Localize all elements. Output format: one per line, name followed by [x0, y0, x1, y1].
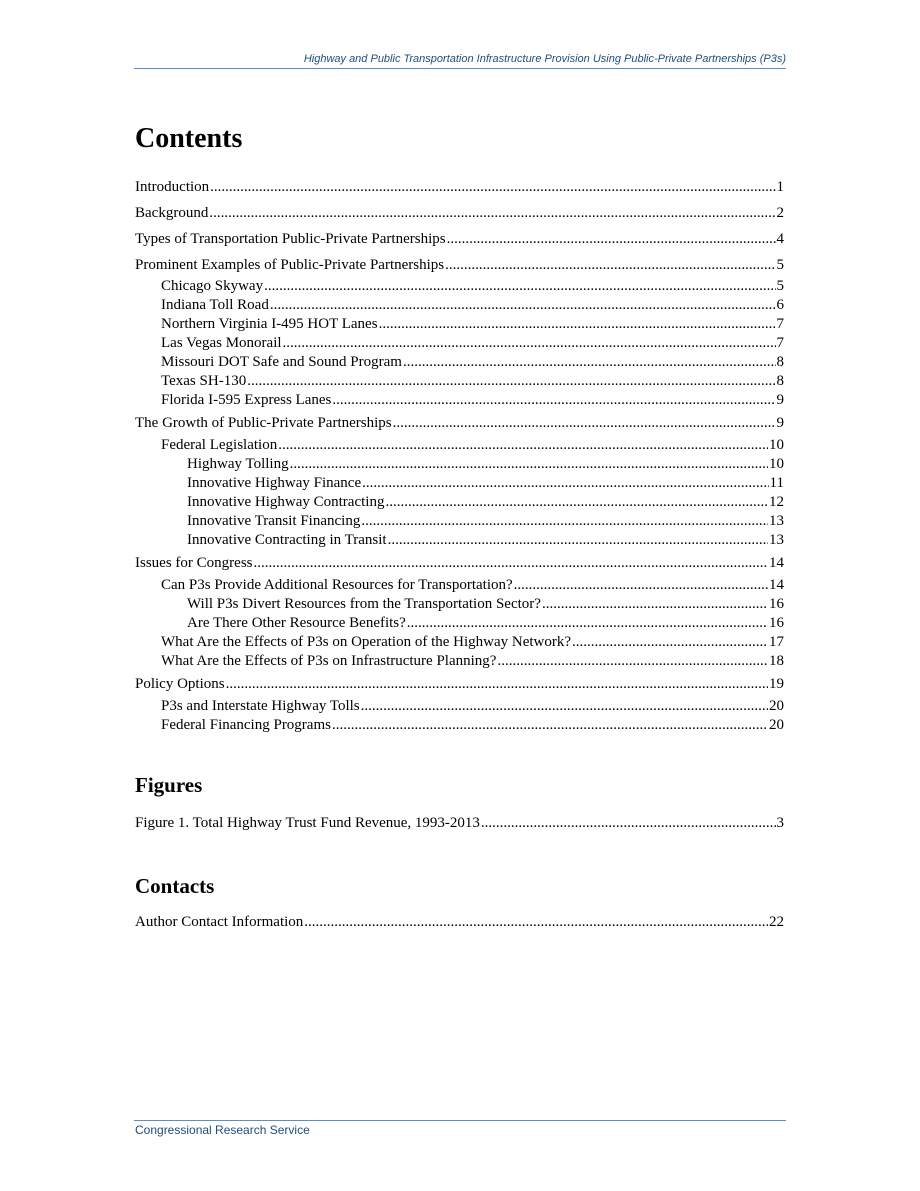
toc-entry[interactable] [135, 413, 784, 433]
toc-entry-title: Indiana Toll Road [161, 297, 269, 313]
toc-leader [247, 371, 775, 391]
toc-entry-title: Will P3s Divert Resources from the Transportation Sector? [187, 596, 541, 612]
toc-page-number: 19 [769, 676, 784, 692]
toc-entry[interactable] [187, 492, 784, 512]
contents-heading: Contents [135, 123, 243, 154]
toc-entry[interactable] [161, 651, 784, 671]
toc-entry-title: What Are the Effects of P3s on Infrastructure Planning? [161, 653, 497, 669]
toc-page-number: 18 [769, 653, 784, 669]
toc-entry-title: Policy Options [135, 676, 225, 692]
toc-entry-title: Prominent Examples of Public-Private Partnerships [135, 257, 445, 273]
toc-page-number: 16 [769, 596, 784, 612]
toc-entry-title: Federal Financing Programs [161, 717, 331, 733]
toc-leader [481, 813, 776, 833]
toc-entry-title: Can P3s Provide Additional Resources for Transportation? [161, 577, 513, 593]
toc-entry[interactable] [161, 575, 784, 595]
toc-entry[interactable] [161, 371, 784, 391]
toc-page-number: 22 [769, 914, 784, 930]
toc-leader [332, 715, 768, 735]
toc-entry[interactable] [161, 390, 784, 410]
toc-page-number: 9 [776, 415, 784, 431]
toc-page-number: 17 [769, 634, 784, 650]
toc-entry[interactable] [135, 177, 784, 197]
toc-entry-title: Chicago Skyway [161, 278, 264, 294]
toc-entry[interactable] [135, 674, 784, 694]
toc-leader [270, 295, 776, 315]
toc-page-number: 5 [776, 257, 784, 273]
toc-entry-title: Innovative Transit Financing [187, 513, 361, 529]
toc-page-number: 20 [769, 698, 784, 714]
toc-leader [210, 177, 775, 197]
toc-page-number: 20 [769, 717, 784, 733]
toc-leader [264, 276, 775, 296]
toc-entry-title: P3s and Interstate Highway Tolls [161, 698, 360, 714]
toc-page-number: 7 [776, 316, 784, 332]
header-rule [134, 68, 786, 69]
toc-leader [572, 632, 768, 652]
toc-entry[interactable] [161, 632, 784, 652]
toc-leader [290, 454, 768, 474]
toc-entry-title: Northern Virginia I-495 HOT Lanes [161, 316, 378, 332]
toc-page-number: 6 [776, 297, 784, 313]
toc-page-number: 9 [776, 392, 784, 408]
toc-page-number: 3 [776, 815, 784, 831]
toc-leader [385, 492, 768, 512]
toc-page-number: 13 [769, 532, 784, 548]
toc-page-number: 16 [769, 615, 784, 631]
toc-entry-title: Innovative Contracting in Transit [187, 532, 387, 548]
toc-entry[interactable] [187, 473, 784, 493]
toc-leader [362, 473, 768, 493]
toc-entry[interactable] [135, 813, 784, 833]
toc-leader [278, 435, 768, 455]
toc-entry-title: Innovative Highway Contracting [187, 494, 385, 510]
toc-entry[interactable] [161, 696, 784, 716]
toc-entry[interactable] [187, 613, 784, 633]
toc-entry[interactable] [135, 229, 784, 249]
toc-entry-title: The Growth of Public-Private Partnerships [135, 415, 392, 431]
toc-leader [407, 613, 768, 633]
toc-leader [379, 314, 776, 334]
figures-heading: Figures [135, 773, 203, 797]
toc-entry-title: Issues for Congress [135, 555, 253, 571]
toc-entry[interactable] [161, 333, 784, 353]
toc-entry-title: Are There Other Resource Benefits? [187, 615, 406, 631]
toc-leader [393, 413, 776, 433]
toc-page-number: 8 [776, 354, 784, 370]
toc-entry-title: Missouri DOT Safe and Sound Program [161, 354, 402, 370]
toc-entry[interactable] [187, 454, 784, 474]
toc-leader [332, 390, 775, 410]
toc-entry[interactable] [135, 912, 784, 932]
footer-rule [134, 1120, 786, 1121]
running-header: Highway and Public Transportation Infrastructure Provision Using Public-Private Partnerships (P3s) [303, 53, 786, 65]
toc-page-number: 4 [776, 231, 784, 247]
toc-entry-title: What Are the Effects of P3s on Operation of the Highway Network? [161, 634, 572, 650]
toc-leader [497, 651, 768, 671]
toc-entry[interactable] [187, 594, 784, 614]
toc-leader [361, 511, 768, 531]
toc-page-number: 10 [769, 456, 784, 472]
toc-leader [403, 352, 776, 372]
toc-entry[interactable] [161, 435, 784, 455]
toc-entry-title: Background [135, 205, 209, 221]
toc-page-number: 13 [769, 513, 784, 529]
toc-entry-title: Las Vegas Monorail [161, 335, 282, 351]
toc-page-number: 10 [769, 437, 784, 453]
toc-entry[interactable] [161, 352, 784, 372]
toc-leader [447, 229, 776, 249]
toc-entry[interactable] [161, 715, 784, 735]
toc-page-number: 7 [776, 335, 784, 351]
toc-entry-title: Innovative Highway Finance [187, 475, 362, 491]
toc-leader [283, 333, 776, 353]
toc-entry[interactable] [161, 276, 784, 296]
toc-entry-title: Highway Tolling [187, 456, 289, 472]
toc-entry[interactable] [161, 314, 784, 334]
toc-page-number: 2 [776, 205, 784, 221]
toc-page-number: 1 [776, 179, 784, 195]
toc-page-number: 5 [776, 278, 784, 294]
toc-leader [304, 912, 768, 932]
toc-entry-title: Florida I-595 Express Lanes [161, 392, 332, 408]
toc-leader [361, 696, 768, 716]
toc-leader [445, 255, 775, 275]
toc-leader [542, 594, 768, 614]
toc-page-number: 12 [769, 494, 784, 510]
toc-entry[interactable] [187, 530, 784, 550]
toc-entry-title: Figure 1. Total Highway Trust Fund Revenue, 1993-2013 [135, 815, 480, 831]
toc-leader [226, 674, 768, 694]
running-footer: Congressional Research Service [135, 1123, 310, 1137]
toc-leader [514, 575, 768, 595]
contacts-heading: Contacts [135, 874, 215, 898]
toc-entry[interactable] [161, 295, 784, 315]
toc-page-number: 14 [769, 577, 784, 593]
toc-entry[interactable] [187, 511, 784, 531]
toc-page-number: 14 [769, 555, 784, 571]
toc-leader [254, 553, 769, 573]
toc-entry[interactable] [135, 255, 784, 275]
toc-entry[interactable] [135, 553, 784, 573]
toc-leader [388, 530, 768, 550]
toc-entry-title: Author Contact Information [135, 914, 304, 930]
toc-entry-title: Types of Transportation Public-Private Partnerships [135, 231, 446, 247]
toc-leader [209, 203, 775, 223]
toc-entry-title: Federal Legislation [161, 437, 278, 453]
toc-entry[interactable] [135, 203, 784, 223]
toc-entry-title: Introduction [135, 179, 210, 195]
toc-page-number: 8 [776, 373, 784, 389]
toc-entry-title: Texas SH-130 [161, 373, 247, 389]
toc-page-number: 11 [769, 475, 784, 491]
